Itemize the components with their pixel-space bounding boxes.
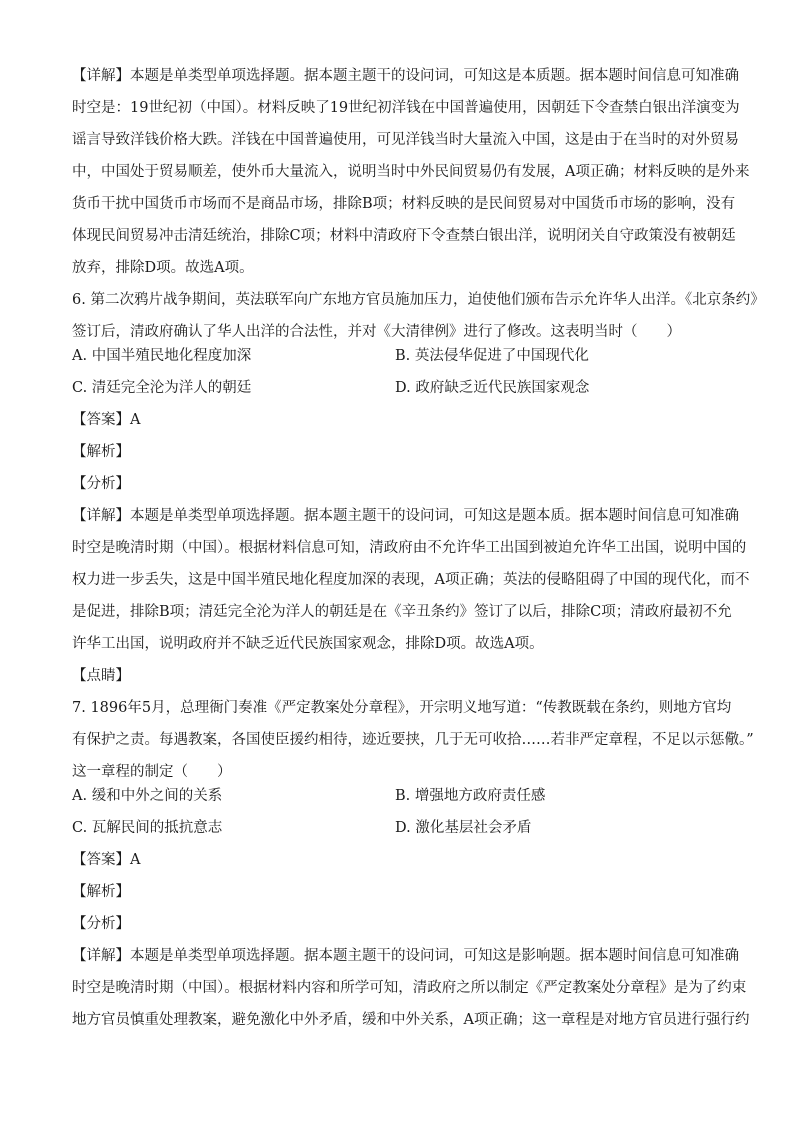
question-6-detail-line: 许华工出国，说明政府并不缺乏近代民族国家观念，排除D项。故选A项。: [72, 636, 544, 652]
question-7-option-c: C. 瓦解民间的抵抗意志: [72, 820, 223, 836]
question-6-answer: 【答案】A: [72, 412, 141, 428]
explanation-line: 谣言导致洋钱价格大跌。洋钱在中国普遍使用，可见洋钱当时大量流入中国，这是由于在当时的对外贸易: [72, 132, 739, 148]
explanation-line: 货币干扰中国货币市场而不是商品市场，排除B项；材料反映的是民间贸易对中国货币市场的影响，没有: [72, 196, 736, 212]
explanation-line: 时空是：19世纪初（中国）。材料反映了19世纪初洋钱在中国普遍使用，因朝廷下令查禁白银出洋演变为: [72, 100, 740, 116]
question-7-stem: 有保护之责。每遇教案，各国使臣援约相待，迹近要挟，几于无可收拾……若非严定章程，不足以示惩儆。”: [72, 732, 754, 748]
question-7-analysis-label: 【解析】: [72, 884, 130, 900]
question-7-option-d: D. 激化基层社会矛盾: [395, 820, 532, 836]
question-6-option-d: D. 政府缺乏近代民族国家观念: [395, 380, 590, 396]
question-6-detail-line: 时空是晚清时期（中国）。根据材料信息可知，清政府由不允许华工出国到被迫允许华工出国，说明中国的: [72, 540, 747, 556]
question-7-detail-line: 【详解】本题是单类型单项选择题。据本题主题干的设问词，可知这是影响题。据本题时间信息可知准确: [72, 948, 739, 964]
explanation-line: 体现民间贸易冲击清廷统治，排除C项；材料中清政府下令查禁白银出洋，说明闭关自守政策没有被朝廷: [72, 228, 736, 244]
question-7-stem: 7. 1896年5月，总理衙门奏准《严定教案处分章程》，开宗明义地写道：“传教既载在条约，则地方官均: [72, 700, 732, 716]
question-7-fenxi-label: 【分析】: [72, 916, 130, 932]
question-6-option-b: B. 英法侵华促进了中国现代化: [395, 348, 589, 364]
explanation-line: 中，中国处于贸易顺差，使外币大量流入，说明当时中外民间贸易仍有发展，A项正确；材料反映的是外来: [72, 164, 750, 180]
question-7-detail-line: 时空是晚清时期（中国）。根据材料内容和所学可知，清政府之所以制定《严定教案处分章程》是为了约束: [72, 980, 747, 996]
question-7-option-a: A. 缓和中外之间的关系: [72, 788, 223, 804]
question-6-option-c: C. 清廷完全沦为洋人的朝廷: [72, 380, 252, 396]
question-7-option-b: B. 增强地方政府责任感: [395, 788, 546, 804]
question-6-fenxi-label: 【分析】: [72, 476, 130, 492]
question-6-stem: 签订后，清政府确认了华人出洋的合法性，并对《大清律例》进行了修改。这表明当时（ ）: [72, 324, 681, 340]
explanation-line: 【详解】本题是单类型单项选择题。据本题主题干的设问词，可知这是本质题。据本题时间信息可知准确: [72, 68, 739, 84]
question-6-option-a: A. 中国半殖民地化程度加深: [72, 348, 252, 364]
explanation-line: 放弃，排除D项。故选A项。: [72, 260, 254, 276]
question-6-analysis-label: 【解析】: [72, 444, 130, 460]
question-6-detail-line: 是促进，排除B项；清廷完全沦为洋人的朝廷是在《辛丑条约》签订了以后，排除C项；清政府最初不允: [72, 604, 732, 620]
question-7-answer: 【答案】A: [72, 852, 141, 868]
question-6-stem: 6. 第二次鸦片战争期间，英法联军向广东地方官员施加压力，迫使他们颁布告示允许华人出洋。《北京条约》: [72, 292, 765, 308]
question-6-detail-line: 【详解】本题是单类型单项选择题。据本题主题干的设问词，可知这是题本质。据本题时间信息可知准确: [72, 508, 739, 524]
question-7-detail-line: 地方官员慎重处理教案，避免激化中外矛盾，缓和中外关系，A项正确；这一章程是对地方官员进行强行约: [72, 1012, 750, 1028]
question-6-detail-line: 权力进一步丢失，这是中国半殖民地化程度加深的表现，A项正确；英法的侵略阻碍了中国的现代化，而不: [72, 572, 750, 588]
question-6-dianjing-label: 【点睛】: [72, 668, 130, 684]
question-7-stem: 这一章程的制定（ ）: [72, 764, 232, 780]
